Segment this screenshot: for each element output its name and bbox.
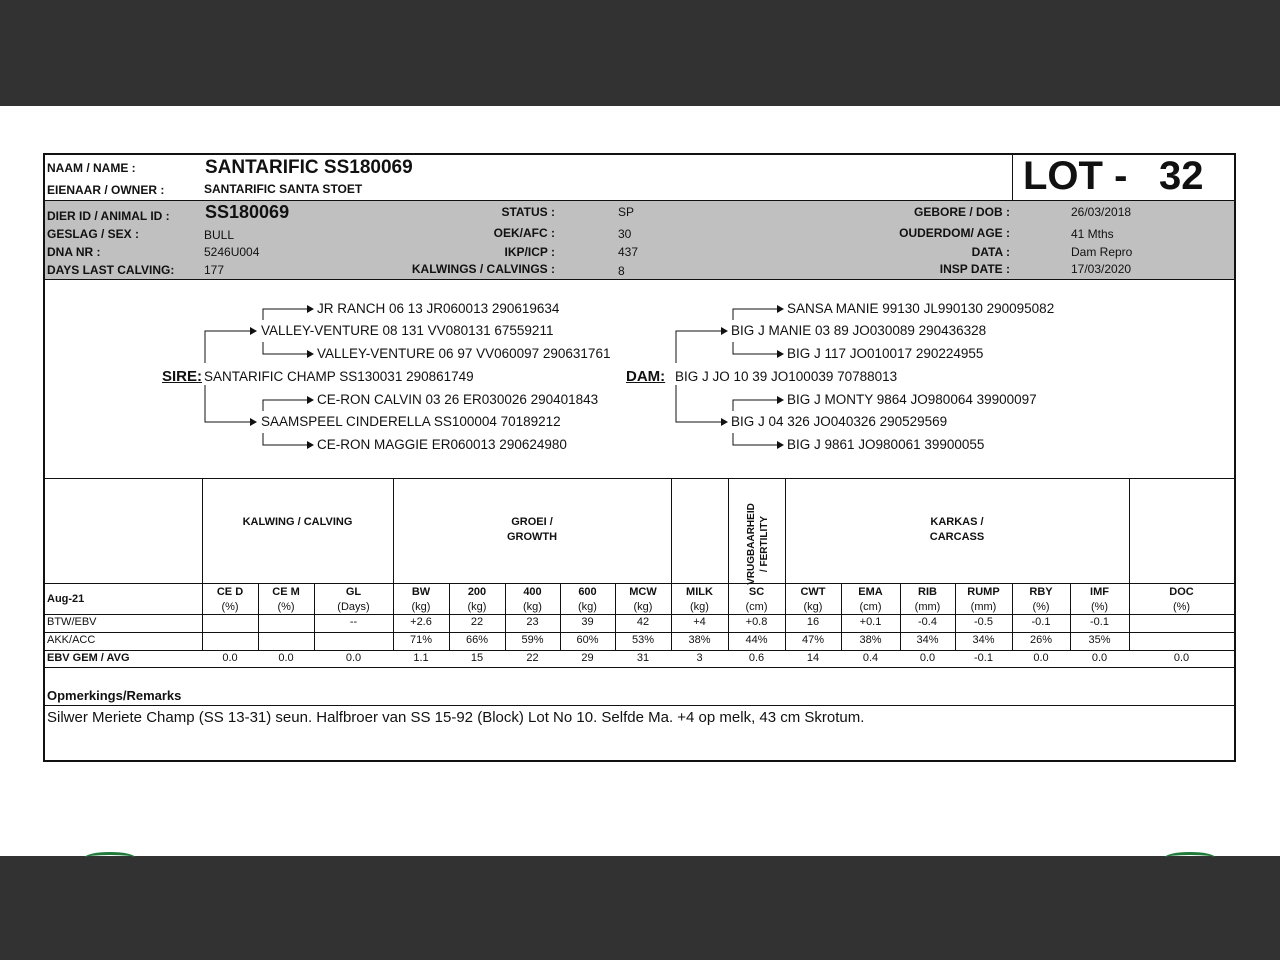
table-cell: 35% <box>1088 634 1111 646</box>
dob-label: GEBORE / DOB : <box>913 205 1010 219</box>
column-name: DOC <box>1169 586 1194 598</box>
table-cell: +2.6 <box>410 616 432 628</box>
column-unit: (%) <box>1032 601 1050 613</box>
column-unit: (%) <box>1090 601 1109 613</box>
column-header <box>785 585 841 615</box>
column-name: CE M <box>272 586 300 598</box>
table-cell: 66% <box>465 634 489 646</box>
table-cell: 31 <box>636 652 650 664</box>
table-cell: +4 <box>693 616 706 628</box>
table-cell: 14 <box>806 652 820 664</box>
data-label: DATA : <box>971 245 1010 259</box>
table-cell: 53% <box>631 634 655 646</box>
calvings-value: 8 <box>618 264 625 278</box>
column-header <box>671 585 728 615</box>
table-cell: 0.6 <box>748 652 765 664</box>
dna-value: 5246U004 <box>204 245 260 259</box>
sire-sire-dam: VALLEY-VENTURE 06 97 VV060097 290631761 <box>317 346 611 361</box>
divider <box>202 478 203 650</box>
lot-label: LOT - <box>1023 154 1128 198</box>
icp-value: 437 <box>618 245 639 259</box>
column-name: RIB <box>918 586 937 598</box>
table-cell: +0.8 <box>745 616 768 628</box>
dam-label: DAM: <box>626 368 666 385</box>
animal-id-label: DIER ID / ANIMAL ID : <box>47 209 170 223</box>
decorative-arc <box>1165 852 1215 863</box>
animal-name: SANTARIFIC SS180069 <box>205 157 413 178</box>
column-name: GL <box>345 586 362 598</box>
sire-dam-dam: CE-RON MAGGIE ER060013 290624980 <box>317 437 567 452</box>
row-label: AKK/ACC <box>47 634 96 646</box>
table-cell: 39 <box>581 616 594 628</box>
column-unit: (cm) <box>745 601 768 613</box>
table-cell: 60% <box>576 634 599 646</box>
column-unit: (%) <box>1172 601 1191 613</box>
table-cell: 0.0 <box>1033 652 1049 664</box>
sire-sire-sire: JR RANCH 06 13 JR060013 290619634 <box>317 301 560 316</box>
column-unit: (kg) <box>690 601 709 613</box>
data-value: Dam Repro <box>1071 245 1133 259</box>
table-cell: 1.1 <box>413 652 429 664</box>
table-cell: 0.0 <box>1173 652 1190 664</box>
column-header <box>202 585 258 615</box>
days-value: 177 <box>204 263 225 277</box>
column-name: BW <box>411 586 431 598</box>
table-cell: 22 <box>470 616 484 628</box>
table-cell: -0.1 <box>1031 616 1051 628</box>
column-name: 400 <box>523 586 542 598</box>
column-unit: (mm) <box>970 601 997 613</box>
column-unit: (kg) <box>523 601 542 613</box>
column-header <box>1070 585 1129 615</box>
sex-value: BULL <box>204 228 235 242</box>
status-value: SP <box>618 205 635 219</box>
animal-id-value: SS180069 <box>205 202 290 222</box>
column-header <box>258 585 314 615</box>
table-cell: 26% <box>1029 634 1053 646</box>
remarks-text: Silwer Meriete Champ (SS 13-31) seun. Halfbroer van SS 15-92 (Block) Lot No 10. Selfde Ma. +4 op melk, 43 cm Skrotum. <box>47 709 865 726</box>
group-fertility: VRUGBAARHEID / FERTILITY <box>746 503 770 585</box>
age-label: OUDERDOM/ AGE : <box>899 226 1010 240</box>
calvings-label: KALWINGS / CALVINGS : <box>411 262 555 276</box>
row-label: BTW/EBV <box>47 616 97 628</box>
column-unit: (Days) <box>337 601 370 613</box>
column-name: CWT <box>800 586 826 598</box>
column-name: SC <box>748 586 765 598</box>
lot-card <box>43 153 1236 762</box>
table-cell: -0.1 <box>1090 616 1109 628</box>
column-unit: (kg) <box>578 601 597 613</box>
insp-date-label: INSP DATE : <box>939 262 1010 276</box>
column-header <box>728 585 785 615</box>
column-name: EMA <box>858 586 883 598</box>
dam-sire-sire: SANSA MANIE 99130 JL990130 290095082 <box>787 301 1055 316</box>
owner-label: EIENAAR / OWNER : <box>47 183 165 197</box>
column-header <box>314 585 393 615</box>
dam-dam-sire: BIG J MONTY 9864 JO980064 39900097 <box>787 392 1037 407</box>
column-unit: (kg) <box>803 601 823 613</box>
column-unit: (mm) <box>914 601 941 613</box>
table-cell: 42 <box>636 616 650 628</box>
column-name: RBY <box>1029 586 1053 598</box>
pedigree-connectors <box>45 155 1234 760</box>
table-cell: 44% <box>745 634 768 646</box>
row-label: EBV GEM / AVG <box>47 652 130 664</box>
dam-dam-dam: BIG J 9861 JO980061 39900055 <box>787 437 985 452</box>
table-cell: 71% <box>409 634 433 646</box>
column-header <box>560 585 615 615</box>
column-header <box>955 585 1012 615</box>
lot-number: 32 <box>1159 154 1204 198</box>
column-unit: (kg) <box>411 601 431 613</box>
dob-value: 26/03/2018 <box>1071 205 1132 219</box>
column-header <box>900 585 955 615</box>
column-name: IMF <box>1090 586 1109 598</box>
table-cell: 38% <box>688 634 711 646</box>
insp-date-value: 17/03/2020 <box>1071 262 1132 276</box>
divider <box>1129 478 1130 650</box>
sire-sire: VALLEY-VENTURE 08 131 VV080131 67559211 <box>261 323 554 338</box>
sire-dam-sire: CE-RON CALVIN 03 26 ER030026 290401843 <box>317 392 599 407</box>
column-name: MCW <box>629 586 657 598</box>
table-cell: 59% <box>521 634 544 646</box>
ebv-date: Aug-21 <box>47 593 85 605</box>
column-header <box>1129 585 1234 615</box>
table-cell: -- <box>349 616 358 628</box>
dam-dam: BIG J 04 326 JO040326 290529569 <box>731 414 948 429</box>
column-unit: (%) <box>277 601 295 613</box>
table-cell: 15 <box>470 652 484 664</box>
table-cell: -0.1 <box>974 652 993 664</box>
name-label: NAAM / NAME : <box>47 161 136 175</box>
column-unit: (%) <box>221 601 239 613</box>
column-header <box>1012 585 1070 615</box>
sex-label: GESLAG / SEX : <box>47 227 140 241</box>
dam-sire-dam: BIG J 117 JO010017 290224955 <box>787 346 984 361</box>
table-cell: -0.5 <box>974 616 993 628</box>
icp-label: IKP/ICP : <box>504 245 555 259</box>
column-header <box>449 585 505 615</box>
dam-sire: BIG J MANIE 03 89 JO030089 290436328 <box>731 323 987 338</box>
age-value: 41 Mths <box>1071 227 1114 241</box>
table-cell: 0.0 <box>919 652 936 664</box>
column-unit: (kg) <box>467 601 487 613</box>
column-name: 600 <box>578 586 597 598</box>
group-calving: KALWING / CALVING <box>242 516 353 528</box>
sire: SANTARIFIC CHAMP SS130031 290861749 <box>204 369 474 384</box>
column-header <box>505 585 560 615</box>
days-label: DAYS LAST CALVING: <box>47 263 175 277</box>
group-growth: GROEI / GROWTH <box>506 516 558 543</box>
status-label: STATUS : <box>501 205 555 219</box>
column-name: CE D <box>216 586 244 598</box>
column-name: 200 <box>467 586 487 598</box>
table-cell: 16 <box>806 616 820 628</box>
group-carcass: KARKAS / CARCASS <box>929 516 985 543</box>
table-cell: 0.4 <box>862 652 879 664</box>
column-name: RUMP <box>967 586 1000 598</box>
column-header <box>615 585 671 615</box>
table-cell: 34% <box>916 634 939 646</box>
sire-dam: SAAMSPEEL CINDERELLA SS100004 70189212 <box>261 414 561 429</box>
table-cell: 0.0 <box>1091 652 1108 664</box>
table-cell: 0.0 <box>278 652 294 664</box>
table-cell: 47% <box>801 634 825 646</box>
afc-value: 30 <box>618 227 632 241</box>
table-cell: +0.1 <box>859 616 882 628</box>
table-cell: -0.4 <box>918 616 937 628</box>
dna-label: DNA NR : <box>47 245 101 259</box>
afc-label: OEK/AFC : <box>493 226 555 240</box>
column-header <box>393 585 449 615</box>
table-cell: 0.0 <box>222 652 238 664</box>
column-unit: (cm) <box>859 601 882 613</box>
sire-label: SIRE: <box>162 368 203 385</box>
decorative-arc <box>85 852 135 863</box>
table-cell: 22 <box>526 652 539 664</box>
table-cell: 38% <box>859 634 882 646</box>
column-name: MILK <box>686 586 713 598</box>
dam: BIG J JO 10 39 JO100039 70788013 <box>675 369 898 384</box>
owner-value: SANTARIFIC SANTA STOET <box>204 182 363 196</box>
column-unit: (kg) <box>633 601 653 613</box>
table-cell: 29 <box>581 652 594 664</box>
column-header <box>841 585 900 615</box>
table-cell: 34% <box>972 634 995 646</box>
remarks-label: Opmerkings/Remarks <box>47 688 182 703</box>
table-cell: 3 <box>696 652 703 664</box>
table-cell: 23 <box>526 616 539 628</box>
table-cell: 0.0 <box>345 652 362 664</box>
